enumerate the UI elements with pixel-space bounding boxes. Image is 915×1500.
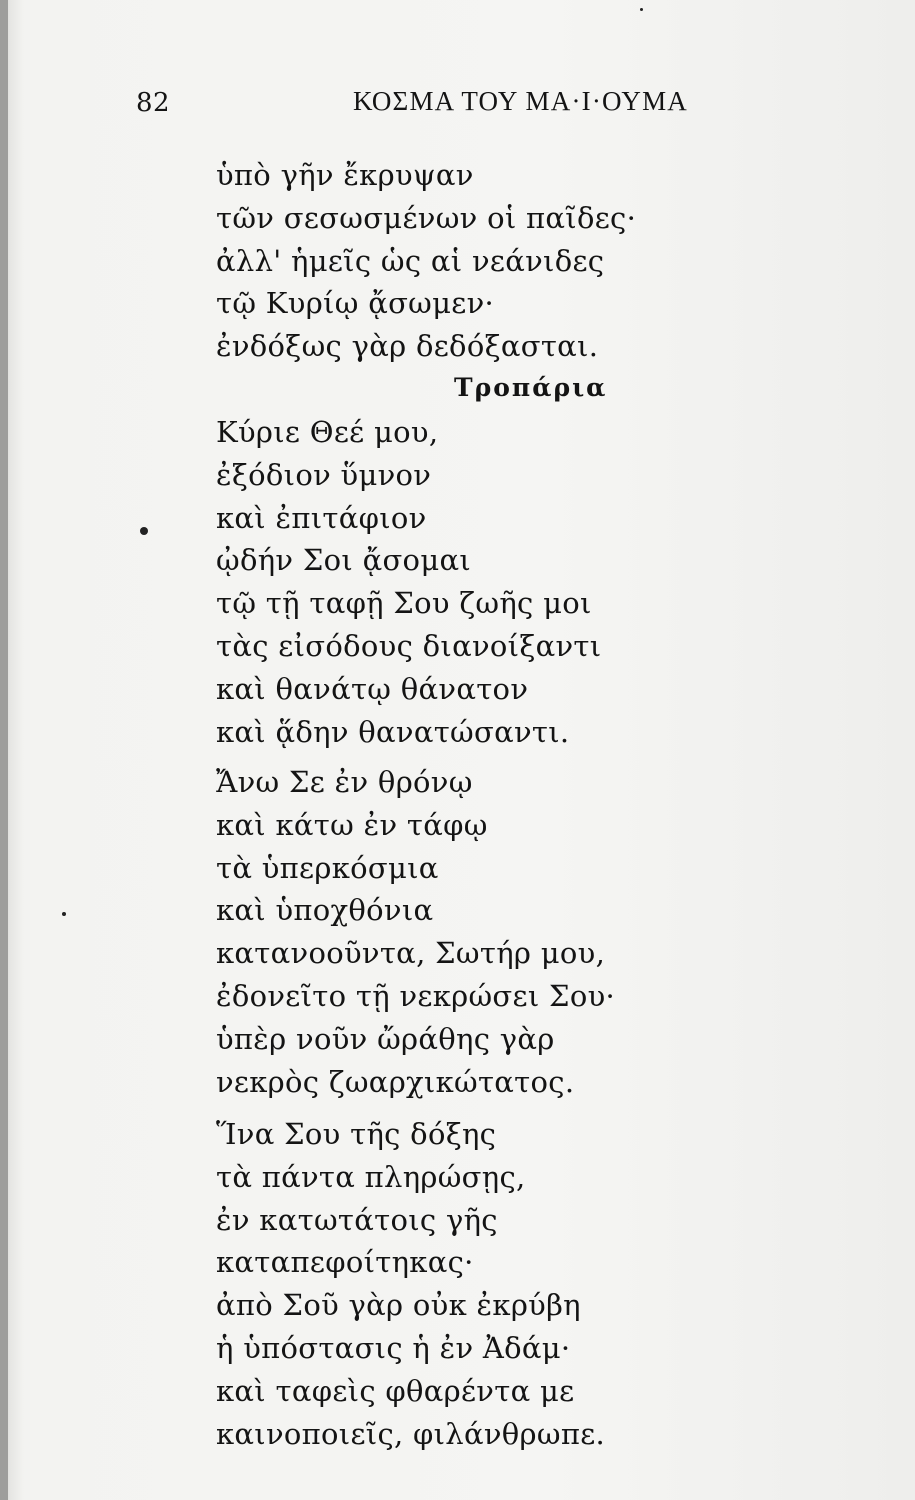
verse-line: ἐξόδιον ὕμνον: [216, 457, 432, 492]
verse-line: τῷ τῇ ταφῇ Σου ζωῆς μοι: [216, 586, 592, 621]
verse-line: τὰ ὑπερκόσμια: [216, 850, 439, 885]
verse-line: Ἵνα Σου τῆς δόξης: [216, 1117, 497, 1151]
verse-line: ἐδονεῖτο τῇ νεκρώσει Σου·: [216, 978, 616, 1013]
verse-line: ᾠδήν Σοι ᾄσομαι: [216, 543, 472, 578]
ink-speck: [640, 8, 643, 11]
verse-line: Κύριε Θεέ μου,: [216, 415, 439, 449]
verse-line: ἡ ὑπόστασις ἡ ἐν Ἀδάμ·: [216, 1330, 571, 1365]
verse-line: κατανοοῦντα, Σωτήρ μου,: [216, 936, 606, 971]
ink-speck: [62, 912, 66, 916]
running-title: ΚΟΣΜΑ ΤΟΥ ΜΑ·Ι·ΟΥΜΑ: [353, 86, 688, 116]
verse-line: ὑπὸ γῆν ἔκρυψαν: [216, 158, 474, 192]
verse-line: τῷ Κυρίῳ ᾄσωμεν·: [216, 286, 495, 321]
verse-line: τὰς εἰσόδους διανοίξαντι: [216, 628, 602, 663]
verse-line: καὶ ᾅδην θανατώσαντι.: [216, 714, 570, 749]
stanza-3: [216, 761, 615, 1103]
verse-line: καὶ ταφεὶς φθαρέντα με: [216, 1373, 575, 1408]
stanza-4: [216, 1113, 605, 1455]
verse-line: ὑπὲρ νοῦν ὤράθης γὰρ: [216, 1021, 555, 1056]
stanza-1: [216, 154, 636, 368]
stanza-2: [216, 411, 601, 753]
verse-line: Ἄνω Σε ἐν θρόνῳ: [216, 765, 473, 799]
section-heading: Τροπάρια: [454, 373, 608, 402]
verse-line: ἐνδόξως γὰρ δεδόξασται.: [216, 329, 599, 364]
verse-line: καινοποιεῖς, φιλάνθρωπε.: [216, 1416, 606, 1451]
verse-line: καὶ θανάτῳ θάνατον: [216, 671, 529, 706]
verse-line: ἀπὸ Σοῦ γὰρ οὐκ ἐκρύβη: [216, 1288, 581, 1323]
verse-line: νεκρὸς ζωαρχικώτατος.: [216, 1064, 575, 1099]
verse-line: καταπεφοίτηκας·: [216, 1245, 474, 1280]
verse-line: ἀλλ' ἡμεῖς ὡς αἱ νεάνιδες: [216, 243, 605, 278]
binding-edge: [0, 0, 8, 1500]
page-number: 82: [136, 88, 171, 118]
verse-line: τὰ πάντα πληρώσῃς,: [216, 1159, 526, 1194]
verse-line: τῶν σεσωσμένων οἱ παῖδες·: [216, 200, 637, 235]
verse-line: καὶ κάτω ἐν τάφῳ: [216, 807, 488, 842]
ink-speck: [140, 527, 148, 535]
verse-line: καὶ ὑποχθόνια: [216, 893, 434, 928]
verse-line: ἐν κατωτάτοις γῆς: [216, 1202, 498, 1237]
verse-line: καὶ ἐπιτάφιον: [216, 500, 427, 535]
